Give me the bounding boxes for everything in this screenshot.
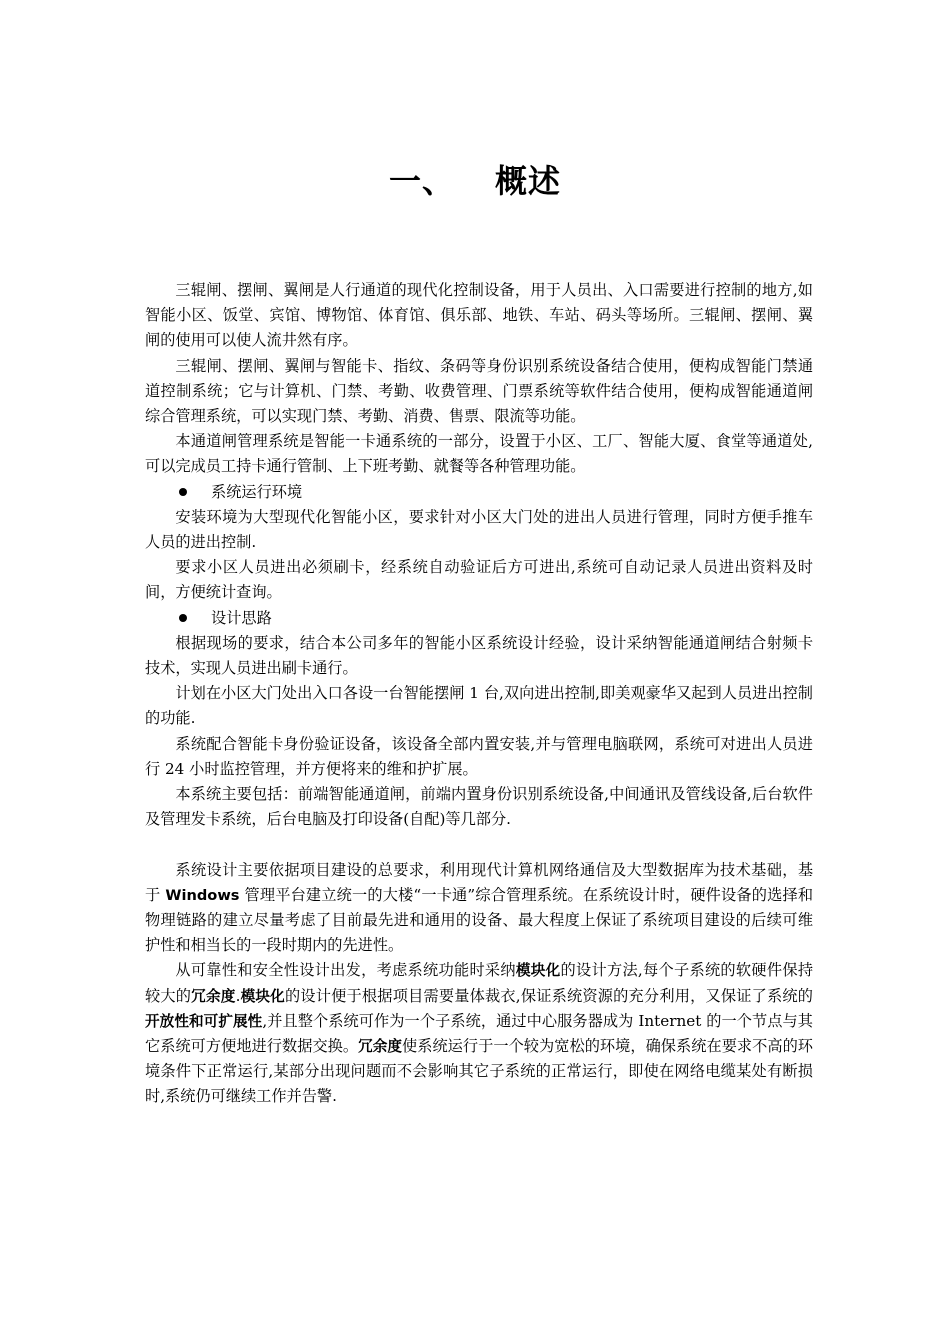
blank-line <box>145 832 813 857</box>
paragraph: 本系统主要包括：前端智能通道闸，前端内置身份识别系统设备,中间通讯及管线设备,后台软件及管理发卡系统，后台电脑及打印设备(自配)等几部分. <box>145 785 813 829</box>
bold-text: 冗余度 <box>191 987 236 1005</box>
text-run: 系统设计主要依据项目建设的总要求，利用现代计算机网络通信及大型数据库为技术基础，基于 <box>145 860 813 904</box>
text-run: 的设计便于根据项目需要量体裁衣,保证系统资源的充分利用，又保证了系统的 <box>284 986 813 1005</box>
body-text <box>145 278 813 1110</box>
paragraph: 要求小区人员进出必须刷卡，经系统自动验证后方可进出,系统可自动记录人员进出资料及时间，方便统计查询。 <box>145 558 813 602</box>
text-run: . <box>235 986 241 1005</box>
paragraph <box>145 958 813 1109</box>
text-run: 管理平台建立统一的大楼“一卡通”综合管理系统。在系统设计时，硬件设备的选择和物理链路的建立尽量考虑了目前最先进和通用的设备、最大程度上保证了系统项目建设的后续可维护性和相当长的一段时期内的先进性。 <box>145 885 814 955</box>
text-run: 使系统运行于一个较为宽松的环境，确保系统在要求不高的环境条件下正常运行,某部分出现问题而不会影响其它子系统的正常运行，即使在网络电缆某处有断损时,系统仍可继续工作并告警. <box>145 1037 813 1106</box>
bullet-label: 系统运行环境 <box>211 482 303 501</box>
paragraph: 计划在小区大门处出入口各设一台智能摆闸 1 台,双向进出控制,即美观豪华又起到人员进出控制的功能. <box>145 684 813 728</box>
heading-title: 概述 <box>495 162 562 200</box>
paragraph <box>145 858 813 959</box>
bold-text: Windows <box>165 886 240 904</box>
paragraph: 根据现场的要求，结合本公司多年的智能小区系统设计经验，设计采纳智能通道闸结合射频卡技术，实现人员进出刷卡通行。 <box>145 633 813 678</box>
section-heading <box>0 156 950 202</box>
paragraph: 三辊闸、摆闸、翼闸与智能卡、指纹、条码等身份识别系统设备结合使用，便构成智能门禁通道控制系统；它与计算机、门禁、考勤、收费管理、门票系统等软件结合使用，便构成智能通道闸综合管理系统，可以实现门禁、考勤、消费、售票、限流等功能。 <box>145 356 813 426</box>
bullet-icon <box>179 488 187 496</box>
paragraph: 安装环境为大型现代化智能小区，要求针对小区大门处的进出人员进行管理，同时方便手推车人员的进出控制. <box>145 507 813 552</box>
bold-text: 冗余度 <box>358 1038 403 1056</box>
bullet-item <box>145 606 813 631</box>
paragraph: 系统配合智能卡身份验证设备，该设备全部内置安装,并与管理电脑联网，系统可对进出人员进行 24 小时监控管理，并方便将来的维和护扩展。 <box>145 734 813 778</box>
bold-text: 开放性和可扩展性 <box>145 1012 263 1030</box>
bullet-label: 设计思路 <box>211 608 272 627</box>
paragraph: 本通道闸管理系统是智能一卡通系统的一部分，设置于小区、工厂、智能大厦、食堂等通道处,可以完成员工持卡通行管制、上下班考勤、就餐等各种管理功能。 <box>145 432 813 476</box>
text-run: 的设计方法,每个子系统的软硬件保持较大的 <box>145 961 814 1005</box>
bold-text: 模块化 <box>515 962 561 980</box>
text-run: 从可靠性和安全性设计出发，考虑系统功能时采纳 <box>175 961 516 980</box>
text-run: ,并且整个系统可作为一个子系统，通过中心服务器成为 Internet 的一个节点与其它系统可方便地进行数据交换。 <box>145 1011 813 1056</box>
bold-text: 模块化 <box>240 987 285 1005</box>
bullet-item <box>145 480 813 505</box>
bullet-icon <box>179 614 187 622</box>
paragraph: 三辊闸、摆闸、翼闸是人行通道的现代化控制设备，用于人员出、入口需要进行控制的地方,如智能小区、饭堂、宾馆、博物馆、体育馆、俱乐部、地铁、车站、码头等场所。三辊闸、摆闸、翼闸的使用可以使人流井然有序。 <box>145 281 813 350</box>
heading-number: 一、 <box>388 162 455 200</box>
